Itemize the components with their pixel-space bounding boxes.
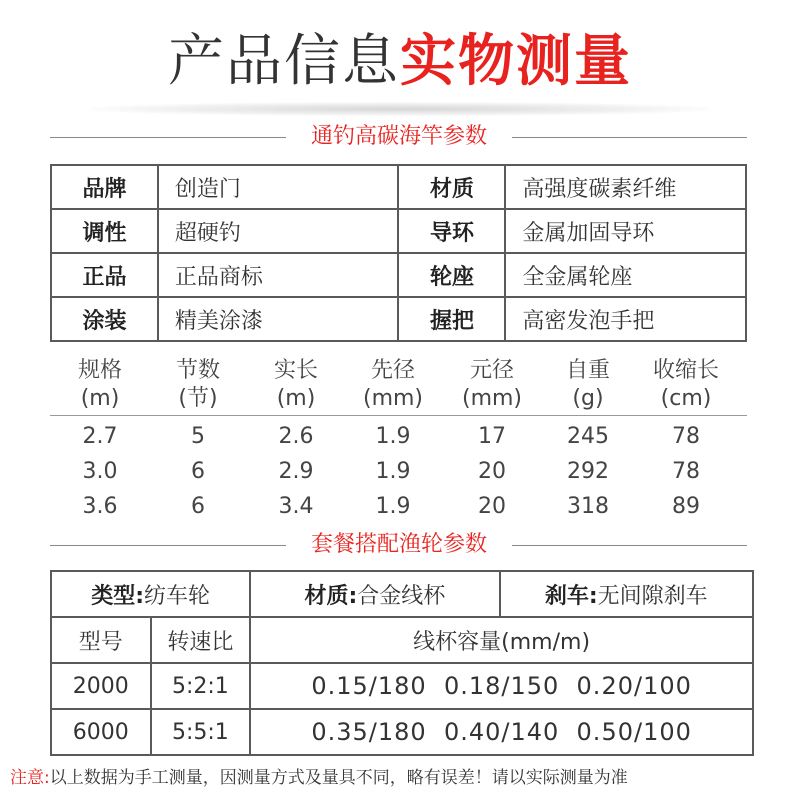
table-row <box>51 663 753 709</box>
reel-type-value: 纺车轮 <box>144 583 211 609</box>
spec-unit: (g) <box>572 386 604 411</box>
table-row <box>51 297 746 341</box>
spec-header: 先径 <box>370 358 415 383</box>
table-row <box>51 253 746 297</box>
prop-value: 创造门 <box>158 165 399 209</box>
reel-ratio: 5:2:1 <box>151 663 251 709</box>
reel-capacity: 0.35/180 0.40/140 0.50/100 <box>250 709 753 755</box>
reel-material-label: 材质: <box>304 583 358 609</box>
note-text: 以上数据为手工测量，因测量方式及量具不同，略有误差！请以实际测量为准 <box>49 768 628 788</box>
table-row <box>51 709 753 755</box>
spec-cell: 89 <box>672 494 700 519</box>
note-label: 注意: <box>10 768 50 788</box>
table-row <box>50 457 747 491</box>
section-divider-right <box>512 137 747 138</box>
prop-label: 握把 <box>398 297 505 341</box>
prop-label: 调性 <box>51 209 158 253</box>
spec-unit: (mm) <box>461 386 523 411</box>
spec-cell: 6 <box>191 459 205 484</box>
table-row <box>51 165 746 209</box>
prop-value: 高强度碳素纤维 <box>505 165 746 209</box>
spec-cell: 20 <box>478 494 506 519</box>
reel-spec-table <box>50 570 754 756</box>
table-row <box>51 617 753 663</box>
col-header-model: 型号 <box>51 617 151 663</box>
prop-label: 涂装 <box>51 297 158 341</box>
spec-cell: 78 <box>672 424 700 449</box>
section-divider-left <box>50 545 286 546</box>
spec-header-units <box>50 384 747 418</box>
prop-value: 金属加固导环 <box>505 209 746 253</box>
reel-model: 6000 <box>51 709 151 755</box>
spec-unit: (节) <box>178 386 218 411</box>
prop-value: 超硬钓 <box>158 209 399 253</box>
reel-capacity: 0.15/180 0.18/150 0.20/100 <box>250 663 753 709</box>
spec-header: 实长 <box>273 358 318 383</box>
spec-header: 自重 <box>565 358 610 383</box>
spec-cell: 1.9 <box>375 459 411 484</box>
reel-model: 2000 <box>51 663 151 709</box>
prop-value: 高密发泡手把 <box>505 297 746 341</box>
prop-value: 精美涂漆 <box>158 297 399 341</box>
section-divider-right <box>512 545 747 546</box>
reel-brake-value: 无间隙刹车 <box>597 583 708 609</box>
reel-material-value: 合金线杯 <box>357 583 446 609</box>
table-row <box>51 571 753 617</box>
title-shadow <box>90 102 710 116</box>
table-row <box>50 422 747 456</box>
spec-header: 规格 <box>77 358 122 383</box>
spec-cell: 6 <box>191 494 205 519</box>
spec-cell: 3.0 <box>82 459 118 484</box>
spec-unit: (m) <box>276 386 316 411</box>
page-title-highlight: 实物测量 <box>400 29 632 94</box>
reel-section-title: 套餐搭配渔轮参数 <box>310 532 487 557</box>
prop-label: 轮座 <box>398 253 505 297</box>
prop-label: 品牌 <box>51 165 158 209</box>
reel-material-cell <box>250 571 499 617</box>
spec-cell: 245 <box>567 424 609 449</box>
spec-cell: 2.9 <box>278 459 314 484</box>
spec-cell: 1.9 <box>375 424 411 449</box>
spec-cell: 3.6 <box>82 494 118 519</box>
prop-label: 导环 <box>398 209 505 253</box>
spec-cell: 1.9 <box>375 494 411 519</box>
table-row <box>51 209 746 253</box>
spec-cell: 3.4 <box>278 494 314 519</box>
spec-cell: 292 <box>567 459 609 484</box>
spec-cell: 318 <box>567 494 609 519</box>
reel-type-label: 类型: <box>91 583 145 609</box>
page-title <box>0 22 800 102</box>
spec-unit: (cm) <box>660 386 712 411</box>
spec-cell: 20 <box>478 459 506 484</box>
spec-unit: (mm) <box>362 386 424 411</box>
reel-brake-label: 刹车: <box>544 583 598 609</box>
spec-unit: (m) <box>80 386 120 411</box>
col-header-ratio: 转速比 <box>151 617 251 663</box>
prop-value: 全金属轮座 <box>505 253 746 297</box>
section-divider-left <box>50 137 286 138</box>
spec-cell: 2.6 <box>278 424 314 449</box>
spec-cell: 78 <box>672 459 700 484</box>
spec-header: 元径 <box>469 358 514 383</box>
reel-ratio: 5:5:1 <box>151 709 251 755</box>
table-row <box>50 492 747 526</box>
reel-type-cell <box>51 571 250 617</box>
spec-cell: 5 <box>191 424 205 449</box>
spec-cell: 17 <box>478 424 506 449</box>
rod-section-title: 通钓高碳海竿参数 <box>310 124 487 149</box>
prop-label: 材质 <box>398 165 505 209</box>
reel-brake-cell <box>500 571 753 617</box>
page-title-prefix: 产品信息 <box>168 29 400 94</box>
footer-note <box>10 764 800 792</box>
spec-header-divider <box>50 415 747 416</box>
spec-header: 收缩长 <box>652 358 719 383</box>
prop-value: 正品商标 <box>158 253 399 297</box>
col-header-capacity: 线杯容量(mm/m) <box>250 617 753 663</box>
spec-header: 节数 <box>175 358 220 383</box>
prop-label: 正品 <box>51 253 158 297</box>
spec-cell: 2.7 <box>82 424 118 449</box>
rod-property-table <box>50 164 747 342</box>
